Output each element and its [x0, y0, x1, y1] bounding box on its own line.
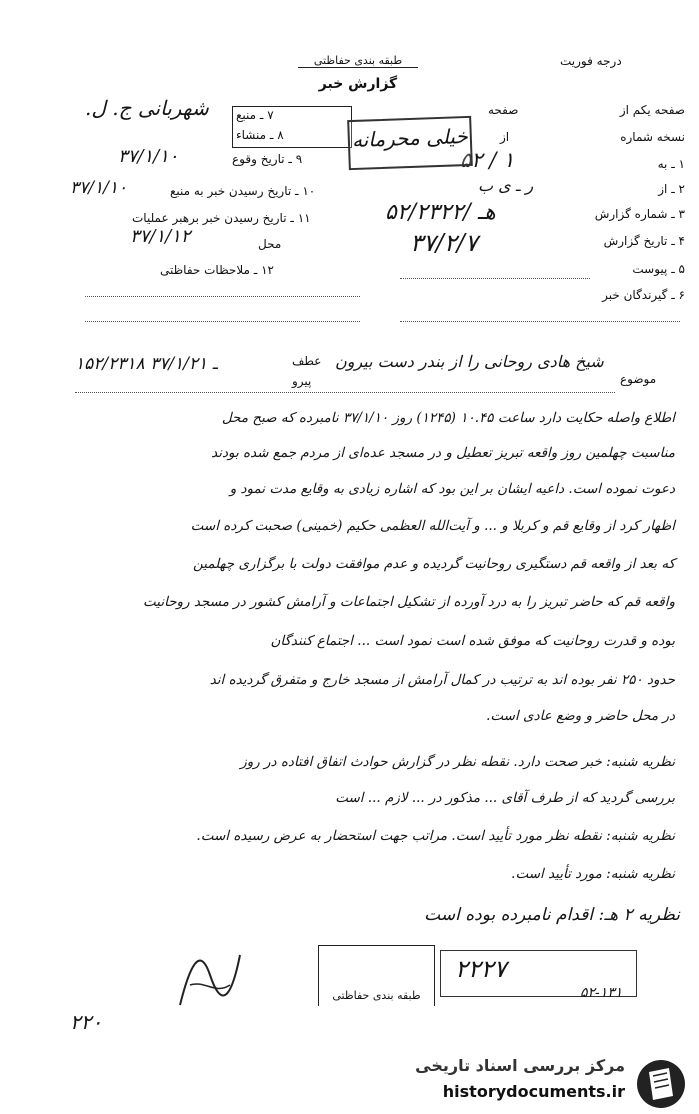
source-label: ۷ ـ منبع: [236, 108, 274, 122]
archive-logo-icon: [633, 1058, 689, 1110]
copy-from: از: [500, 130, 510, 144]
subject-label: موضوع: [620, 372, 657, 386]
report-no-label: ۳ ـ شماره گزارش: [594, 207, 685, 221]
receipt-source-label: ۱۰ ـ تاریخ رسیدن خبر به منبع: [170, 184, 316, 198]
report-no-value: ۵۲/۲۳۲۲/ هـ: [385, 200, 496, 225]
watermark-title: مرکز بررسی اسناد تاریخی: [415, 1056, 625, 1075]
to-value: ۵۲ / ۱: [460, 148, 515, 172]
copy-label: نسخه شماره: [620, 130, 685, 144]
body-line-3: دعوت نموده است. داعیه ایشان بر این بود که اشاره زیادی به وقایع مدت نمود و: [229, 481, 675, 497]
urgency-label: درجه فوریت: [560, 54, 622, 68]
attachment-line: [400, 278, 590, 279]
page-number: ۲۲۰: [70, 1010, 103, 1034]
subject-underline: [75, 392, 615, 393]
signature: نظریه ۲ هـ: اقدام نامبرده بوده است: [424, 905, 680, 925]
from-label: ۲ ـ از: [658, 182, 685, 196]
origin-label: ۸ ـ منشاء: [236, 128, 284, 142]
signature-scribble-icon: [170, 925, 250, 1015]
security-notes-line-2: [85, 321, 360, 322]
report-date-label: ۴ ـ تاریخ گزارش: [603, 234, 685, 248]
page-suffix: صفحه: [488, 103, 519, 117]
reference-value: ۱۵۲/۲۳۱۸ ـ ۳۷/۱/۲۱: [75, 354, 218, 374]
body-line-12: نظریه شنبه: نقطه نظر مورد تأیید است. مراتب جهت استحضار به عرض رسیده است.: [196, 828, 675, 844]
follow-label: پیرو: [292, 374, 312, 388]
reference-label: عطف: [292, 354, 322, 368]
receipt-source-value: ۳۷/۱/۱۰: [70, 178, 128, 198]
body-line-9: در محل حاضر و وضع عادی است.: [486, 708, 675, 724]
body-line-5: که بعد از واقعه قم دستگیری روحانیت گردیده و عدم موافقت دولت با برگزاری چهلمین: [192, 556, 675, 572]
page-label: صفحه یکم از: [619, 103, 685, 117]
body-line-6: واقعه قم که حاضر تبریز را به درد آورده از تشکیل اجتماعات و آرامش کشور در مسجد روحانیت: [143, 594, 675, 610]
footer-classification-box: [318, 945, 435, 1006]
recipients-label: ۶ ـ گیرندگان خبر: [602, 288, 685, 302]
subject-text: شیخ هادی روحانی را از بندر دست بیرون: [335, 352, 604, 371]
event-date-label: ۹ ـ تاریخ وقوع: [232, 152, 303, 166]
report-date-value: ۳۷/۲/۷: [410, 229, 478, 257]
form-title: گزارش خبر: [318, 76, 398, 92]
receipt-ops-label: ۱۱ ـ تاریخ رسیدن خبر برهبر عملیات: [132, 211, 311, 225]
body-line-8: حدود ۲۵۰ نفر بوده اند به ترتیب در کمال آرامش از مسجد خارج و متفرق گردیده اند: [209, 672, 675, 688]
body-line-11: بررسی گردید که از طرف آقای ... مذکور در ... لازم ... است: [335, 790, 675, 806]
body-line-2: مناسبت چهلمین روز واقعه تبریز تعطیل و در مسجد عده‌ای از مردم جمع شده بودند: [211, 445, 675, 461]
body-line-10: نظریه شنبه: خبر صحت دارد. نقطه نظر در گزارش حوادث اتفاق افتاده در روز: [240, 754, 675, 770]
watermark-url: historydocuments.ir: [442, 1082, 625, 1101]
classification-stamp: [347, 116, 473, 170]
body-line-13: نظریه شنبه: مورد تأیید است.: [511, 866, 675, 882]
footer-classification-label: طبقه بندی حفاظتی: [332, 989, 421, 1002]
security-notes-line-1: [85, 296, 360, 297]
attachment-label: ۵ ـ پیوست: [632, 262, 685, 276]
place-label: محل: [258, 237, 282, 251]
stamp-text: خیلی محرمانه: [351, 123, 469, 153]
receipt-ops-value: ۳۷/۱/۱۲: [130, 226, 191, 247]
to-label: ۱ ـ به: [657, 157, 685, 171]
body-line-1: اطلاع واصله حکایت دارد ساعت ۱۰.۴۵ (۱۲۴۵) روز ۳۷/۱/۱۰ نامبرده که صبح محل: [221, 410, 675, 426]
watermark: [405, 1054, 695, 1112]
security-notes-label: ۱۲ ـ ملاحظات حفاظتی: [160, 263, 274, 277]
archive-number: ۵۲-۱۳۱: [580, 985, 623, 1001]
classification-label: طبقه بندی حفاظتی: [298, 54, 418, 68]
archive-code: ۲۲۲۷: [455, 955, 507, 983]
source-value: شهربانی ج. ل.: [85, 96, 209, 120]
event-date-value: ۳۷/۱/۱۰: [118, 146, 179, 167]
body-line-7: بوده و قدرت روحانیت که موفق شده است نمود است ... اجتماع کنندگان: [270, 633, 675, 649]
body-line-4: اظهار کرد از وقایع قم و کربلا و ... و آیت‌الله العظمی حکیم (خمینی) صحبت کرده است: [190, 518, 675, 534]
recipients-line: [400, 321, 680, 322]
from-value: ر ـ ی ب: [478, 176, 534, 195]
